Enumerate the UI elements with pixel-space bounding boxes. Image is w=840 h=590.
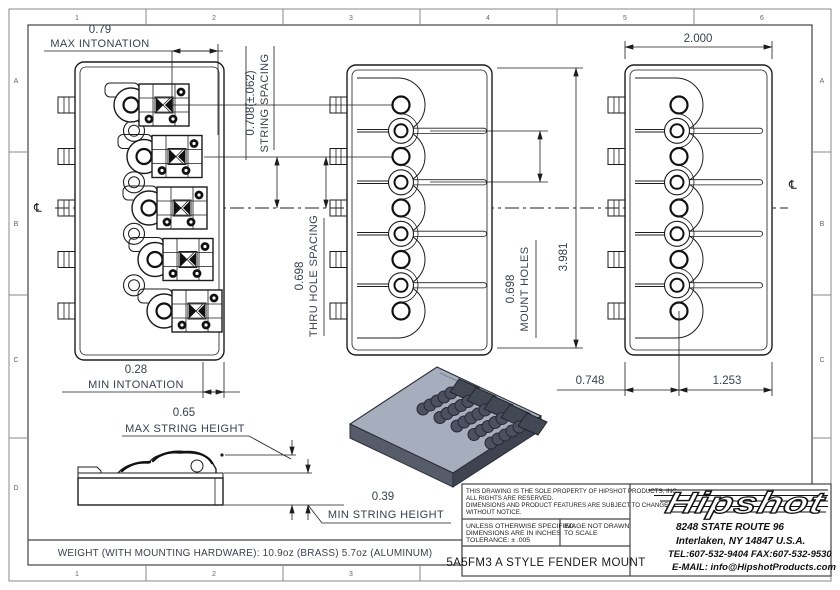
zone-bottom-3: 3 xyxy=(349,571,353,578)
dim-thru-hole-value: 0.698 xyxy=(294,261,306,291)
dim-string-spacing-label: STRING SPACING xyxy=(259,53,271,153)
title-block xyxy=(446,484,836,576)
zone-right-c: C xyxy=(819,357,825,364)
legal-line-2: ALL RIGHTS ARE RESERVED. xyxy=(466,495,554,502)
weight-note-box xyxy=(28,540,462,565)
dim-min-intonation-value: 0.28 xyxy=(124,364,148,376)
legal-line-4: WITHOUT NOTICE. xyxy=(466,509,522,516)
dim-mount-offset-right: 1.253 xyxy=(712,375,742,387)
zone-bottom-1: 1 xyxy=(75,571,79,578)
zone-left-d: D xyxy=(13,485,19,492)
zone-left-c: C xyxy=(13,357,19,364)
dim-mount-offset-left: 0.748 xyxy=(575,375,605,387)
centerline-symbol-right: ℄ xyxy=(789,178,797,192)
legal-line-3: DIMENSIONS AND PRODUCT FEATURES ARE SUBJECT TO CHANGE xyxy=(466,502,669,509)
dim-max-string-height-value: 0.65 xyxy=(172,407,196,419)
dim-min-string-height-value: 0.39 xyxy=(371,491,395,503)
dim-overall-width: 2.000 xyxy=(683,33,713,45)
scale-note-line-2: TO SCALE xyxy=(564,530,598,537)
dim-min-intonation-label: MIN INTONATION xyxy=(88,379,184,391)
centerline-symbol-left: ℄ xyxy=(34,201,42,215)
zone-right-a: A xyxy=(819,78,825,85)
zone-bottom-2: 2 xyxy=(212,571,216,578)
part-number: 5A5FM3 A STYLE FENDER MOUNT xyxy=(446,557,646,569)
side-view xyxy=(78,452,224,505)
dim-mount-holes-label: MOUNT HOLES xyxy=(519,246,531,332)
spec-line-3: TOLERANCE: ± .005 xyxy=(466,537,531,544)
scale-note-line-1: IMAGE NOT DRAWN xyxy=(564,523,630,530)
dim-overall-length: 3.981 xyxy=(558,242,570,272)
dim-max-intonation-label: MAX INTONATION xyxy=(50,38,150,50)
dim-string-spacing-value: 0.708(±.062) xyxy=(245,70,257,136)
top-view-saddles xyxy=(58,62,224,360)
zone-top-6: 6 xyxy=(760,15,764,22)
zone-top-2: 2 xyxy=(212,15,216,22)
isometric-view xyxy=(350,367,547,487)
address-line-2: Interlaken, NY 14847 U.S.A. xyxy=(676,536,806,547)
phone-line: TEL:607-532-9404 FAX:607-532-9530 xyxy=(668,549,832,560)
hipshot-logo xyxy=(648,486,830,519)
brand-text: Hipshot xyxy=(662,486,790,520)
dim-min-string-height-label: MIN STRING HEIGHT xyxy=(327,509,445,521)
zone-top-5: 5 xyxy=(623,15,627,22)
spec-line-2: DIMENSIONS ARE IN INCHES xyxy=(466,530,561,537)
dim-max-string-height-label: MAX STRING HEIGHT xyxy=(125,423,245,435)
zone-right-b: B xyxy=(819,221,825,228)
legal-line-1: THIS DRAWING IS THE SOLE PROPERTY OF HIPSHOT PRODUCTS, INC. xyxy=(466,488,679,495)
email-line: E-MAIL: info@HipshotProducts.com xyxy=(672,562,836,573)
dim-mount-holes-value: 0.698 xyxy=(505,274,517,304)
weight-note: WEIGHT (WITH MOUNTING HARDWARE): 10.9oz (BRASS) 5.7oz (ALUMINUM) xyxy=(57,548,433,559)
spec-line-1: UNLESS OTHERWISE SPECIFIED: xyxy=(466,523,576,530)
dim-max-intonation-value: 0.79 xyxy=(88,24,112,36)
plan-view-right xyxy=(608,65,772,355)
address-line-1: 8248 STATE ROUTE 96 xyxy=(676,522,784,533)
zone-top-4: 4 xyxy=(486,15,490,22)
zone-left-b: B xyxy=(13,221,19,228)
plan-view-middle xyxy=(330,65,492,355)
zone-top-1: 1 xyxy=(75,15,79,22)
zone-top-3: 3 xyxy=(349,15,353,22)
dim-thru-hole-label: THRU HOLE SPACING xyxy=(308,214,320,338)
zone-left-a: A xyxy=(13,78,19,85)
